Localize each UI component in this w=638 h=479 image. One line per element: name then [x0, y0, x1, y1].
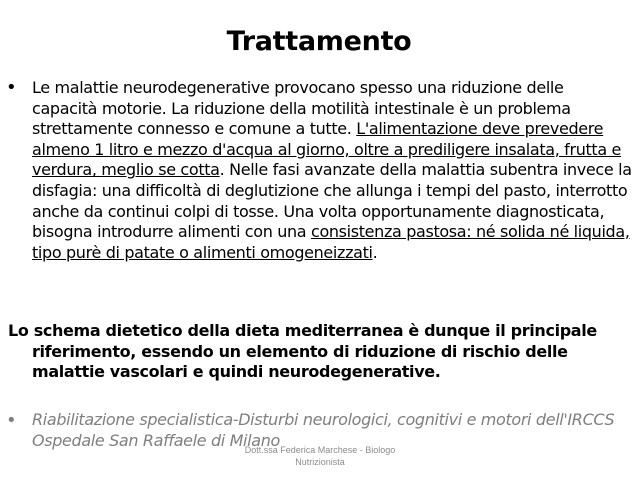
source-citation: Riabilitazione specialistica-Disturbi neurologici, cognitivi e motori dell'IRCCS Ospedale San Raffaele di Milano	[32, 410, 615, 450]
paragraph-text: .	[372, 242, 378, 262]
footer-role: Nutrizionista	[295, 457, 345, 467]
treatment-paragraph	[32, 78, 632, 263]
paragraph-text: Le malattie neurodegenerative provocano spesso una riduzione delle capacità motorie. La riduzione della motilità intestinale è un problema strettamente connesso e comune a tutte.	[32, 78, 571, 139]
paragraph-text: . Nelle fasi avanzate della malattia subentra invece la disfagia: una difficoltà di deglutizione che allunga i tempi del pasto, interrotto anche da continui colpi di tosse. Una volta opportunamente diagnosticata, bisogna introdurre alimenti con una	[32, 160, 632, 242]
consistency-recommendation: consistenza pastosa: né solida né liquida, tipo purè di patate o alimenti omogeneizzati	[32, 222, 630, 262]
footer-author: Dott.ssa Federica Marchese - Biologo	[244, 445, 396, 455]
bold-line-continuation: riferimento, essendo un elemento di riduzione di rischio delle malattie vascolari e quindi neurodegenerative.	[32, 341, 568, 382]
bullet-marker: •	[6, 77, 17, 98]
bold-line-first: Lo schema dietetico della dieta mediterranea è dunque il principale	[8, 321, 597, 340]
bullet-marker: •	[6, 410, 17, 431]
mediterranean-diet-paragraph	[8, 321, 633, 383]
slide-footer	[220, 444, 420, 468]
hydration-recommendation: L'alimentazione deve prevedere almeno 1 litro e mezzo d'acqua al giorno, oltre a prediligere insalata, frutta e verdura, meglio se cotta	[32, 119, 622, 180]
slide-title: Trattamento	[226, 26, 412, 57]
